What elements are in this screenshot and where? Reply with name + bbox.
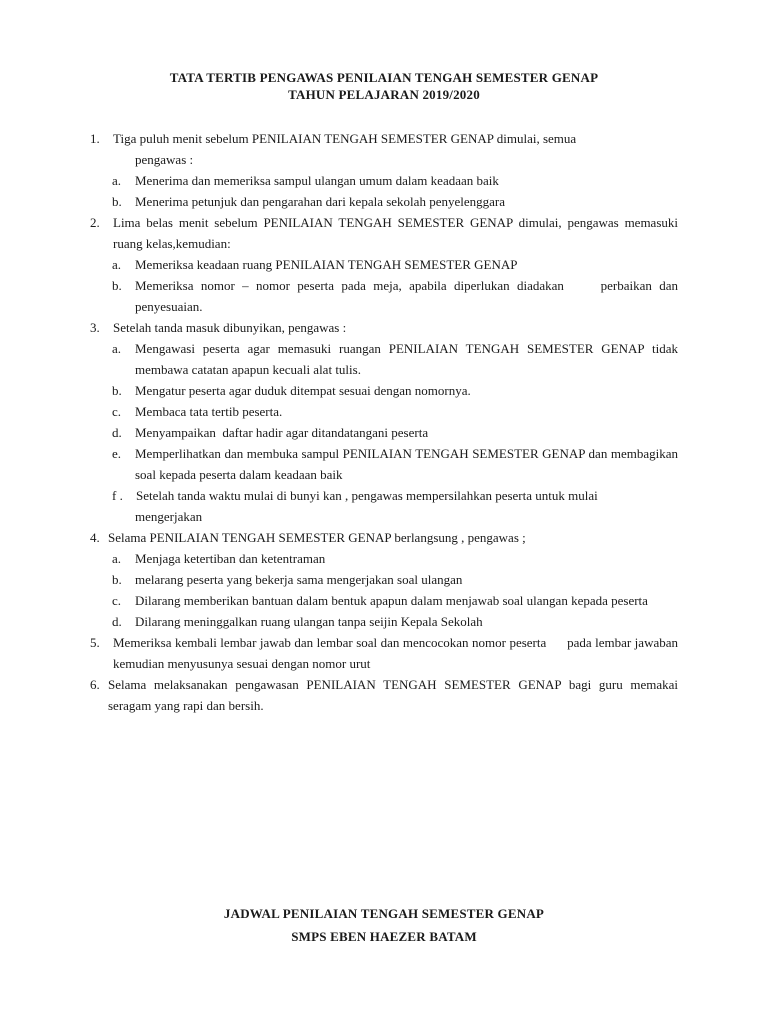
sub-item-2a — [90, 254, 678, 275]
rule-number: 5. — [90, 635, 100, 650]
school-name: SMPS EBEN HAEZER BATAM — [291, 929, 477, 944]
sub-text: melarang peserta yang bekerja sama mengerjakan soal ulangan — [135, 572, 463, 587]
schedule-title: JADWAL PENILAIAN TENGAH SEMESTER GENAP — [223, 906, 545, 921]
sub-letter: a. — [112, 551, 122, 566]
sub-item-4d — [90, 611, 678, 632]
sub-item-2b — [90, 275, 682, 317]
sub-item-3b — [90, 380, 678, 401]
sub-letter: e. — [112, 446, 122, 461]
sub-letter: a. — [112, 257, 122, 272]
rule-text: Selama melaksanakan pengawasan PENILAIAN TENGAH SEMESTER GENAP bagi guru memakai seragam yang rapi dan bersih. — [108, 677, 678, 713]
sub-letter: f . — [112, 488, 123, 503]
rule-item-6 — [90, 674, 678, 716]
rule-text-continuation: pengawas : — [135, 152, 194, 167]
sub-text: Menyampaikan daftar hadir agar ditandatangani peserta — [135, 425, 429, 440]
rule-item-1 — [90, 128, 678, 149]
sub-letter: c. — [112, 593, 122, 608]
rule-text: Tiga puluh menit sebelum PENILAIAN TENGAH SEMESTER GENAP dimulai, semua — [113, 131, 577, 146]
rule-text: Lima belas menit sebelum PENILAIAN TENGAH SEMESTER GENAP dimulai, pengawas memasuki ruang kelas,kemudian: — [113, 215, 678, 251]
sub-letter: a. — [112, 173, 122, 188]
rule-text: Memeriksa kembali lembar jawab dan lembar soal dan mencocokan nomor peserta pada lembar jawaban kemudian menyusunya sesuai dengan nomor urut — [113, 635, 682, 671]
rule-number: 2. — [90, 215, 100, 230]
sub-letter: b. — [112, 278, 122, 293]
sub-text: Menerima petunjuk dan pengarahan dari kepala sekolah penyelenggara — [135, 194, 505, 209]
sub-text: Memperlihatkan dan membuka sampul PENILAIAN TENGAH SEMESTER GENAP dan membagikan soal kepada peserta dalam keadaan baik — [135, 446, 678, 482]
rules-list — [90, 128, 682, 716]
sub-letter: c. — [112, 404, 122, 419]
sub-item-4b — [90, 569, 678, 590]
sub-item-1a — [90, 170, 678, 191]
rule-text: Setelah tanda masuk dibunyikan, pengawas : — [113, 320, 347, 335]
sub-item-3e — [90, 443, 678, 485]
sub-item-3a — [90, 338, 678, 380]
document-title: TATA TERTIB PENGAWAS PENILAIAN TENGAH SEMESTER GENAP — [169, 70, 599, 85]
sub-item-4a — [90, 548, 678, 569]
sub-text: Mengatur peserta agar duduk ditempat sesuai dengan nomornya. — [135, 383, 471, 398]
sub-item-3d — [90, 422, 678, 443]
sub-item-3f — [90, 485, 678, 506]
sub-item-3c — [90, 401, 678, 422]
rule-number: 4. — [90, 530, 100, 545]
sub-text: Dilarang meninggalkan ruang ulangan tanpa seijin Kepala Sekolah — [135, 614, 483, 629]
sub-letter: b. — [112, 572, 122, 587]
sub-letter: b. — [112, 194, 122, 209]
sub-text: Memeriksa keadaan ruang PENILAIAN TENGAH SEMESTER GENAP — [135, 257, 518, 272]
sub-item-4c — [90, 590, 678, 611]
rule-number: 6. — [90, 677, 100, 692]
rule-item-3 — [90, 317, 678, 338]
sub-text-continuation: mengerjakan — [135, 509, 203, 524]
sub-text: Membaca tata tertib peserta. — [135, 404, 283, 419]
sub-text: Menerima dan memeriksa sampul ulangan umum dalam keadaan baik — [135, 173, 499, 188]
rule-item-5 — [90, 632, 682, 674]
rule-item-4 — [90, 527, 678, 548]
rule-number: 1. — [90, 131, 100, 146]
sub-text: Setelah tanda waktu mulai di bunyi kan , pengawas mempersilahkan peserta untuk mulai — [136, 488, 598, 503]
sub-letter: a. — [112, 341, 122, 356]
sub-item-1b — [90, 191, 678, 212]
sub-text: Dilarang memberikan bantuan dalam bentuk apapun dalam menjawab soal ulangan kepada peserta — [135, 593, 648, 608]
sub-letter: b. — [112, 383, 122, 398]
rule-item-2 — [90, 212, 678, 254]
sub-text: Memeriksa nomor – nomor peserta pada meja, apabila diperlukan diadakan perbaikan dan penyesuaian. — [135, 278, 682, 314]
sub-text: Mengawasi peserta agar memasuki ruangan PENILAIAN TENGAH SEMESTER GENAP tidak membawa catatan apapun kecuali alat tulis. — [135, 341, 678, 377]
sub-text: Menjaga ketertiban dan ketentraman — [135, 551, 326, 566]
rule-text: Selama PENILAIAN TENGAH SEMESTER GENAP berlangsung , pengawas ; — [108, 530, 526, 545]
rule-number: 3. — [90, 320, 100, 335]
sub-letter: d. — [112, 614, 122, 629]
sub-letter: d. — [112, 425, 122, 440]
document-subtitle: TAHUN PELAJARAN 2019/2020 — [288, 87, 480, 102]
